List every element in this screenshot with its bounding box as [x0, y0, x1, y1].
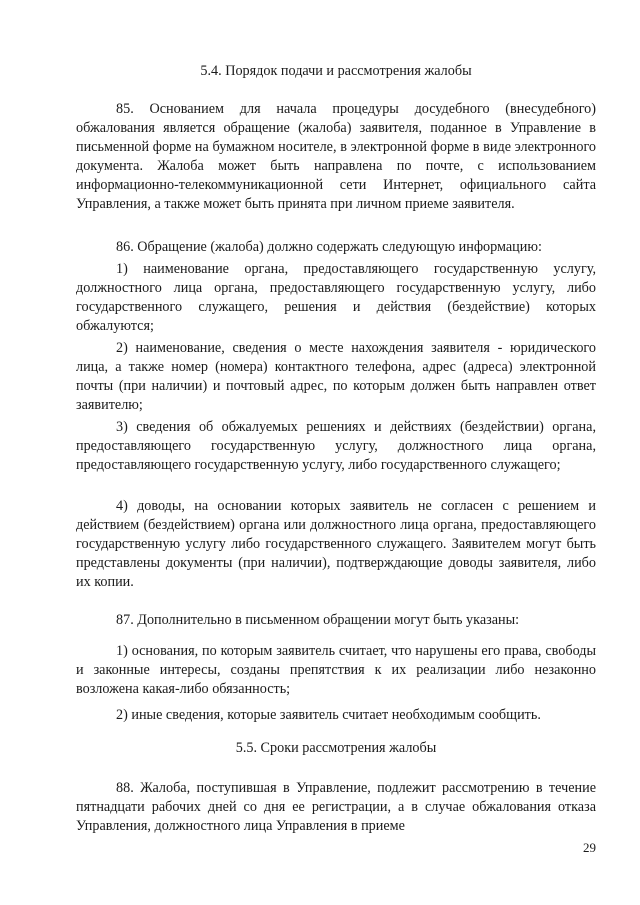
list-item-87-2: 2) иные сведения, которые заявитель считает необходимым сообщить.	[116, 707, 541, 723]
section-heading-5-5: 5.5. Сроки рассмотрения жалобы	[235, 740, 437, 756]
list-item-87-1: 1) основания, по которым заявитель считает, что нарушены его права, свободы и законные интересы, созданы препятствия к их реализации либо незаконно возложена какая-либо обязанность;	[76, 643, 596, 697]
list-item-86-4: 4) доводы, на основании которых заявитель не согласен с решением и действием (бездействием) органа или должностного лица органа, предоставляющего государственную услугу либо государственного служащего. Заявителем могут быть представлены документы (при наличии), подтверждающие доводы заявителя, либо их копии.	[76, 498, 596, 590]
page-number: 29	[583, 840, 596, 855]
section-heading-5-4: 5.4. Порядок подачи и рассмотрения жалобы	[200, 63, 472, 79]
paragraph-88: 88. Жалоба, поступившая в Управление, подлежит рассмотрению в течение пятнадцати рабочих дней со дня ее регистрации, а в случае обжалования отказа Управления, должностного лица Управления в приеме	[76, 780, 596, 834]
paragraph-86: 86. Обращение (жалоба) должно содержать следующую информацию:	[116, 239, 542, 255]
list-item-86-3: 3) сведения об обжалуемых решениях и действиях (бездействии) органа, предоставляющего государственную услугу, должностного лица органа, предоставляющего государственную услугу, либо государственного служащего;	[76, 419, 596, 473]
list-item-86-2: 2) наименование, сведения о месте нахождения заявителя - юридического лица, а также номер (номера) контактного телефона, адрес (адреса) электронной почты (при наличии) и почтовый адрес, по которым должен быть направлен ответ заявителю;	[76, 340, 596, 413]
paragraph-85: 85. Основанием для начала процедуры досудебного (внесудебного) обжалования является обращение (жалоба) заявителя, поданное в Управление в письменной форме на бумажном носителе, в электронной форме в виде электронного документа. Жалоба может быть направлена по почте, с использованием информационно-телекоммуникационной сети Интернет, официального сайта Управления, а также может быть принята при личном приеме заявителя.	[76, 101, 596, 212]
list-item-86-1: 1) наименование органа, предоставляющего государственную услугу, должностного лица органа, предоставляющего государственную услугу, либо государственного служащего, решения и действия (бездействие) которых обжалуются;	[76, 261, 596, 334]
paragraph-87: 87. Дополнительно в письменном обращении могут быть указаны:	[116, 612, 520, 628]
